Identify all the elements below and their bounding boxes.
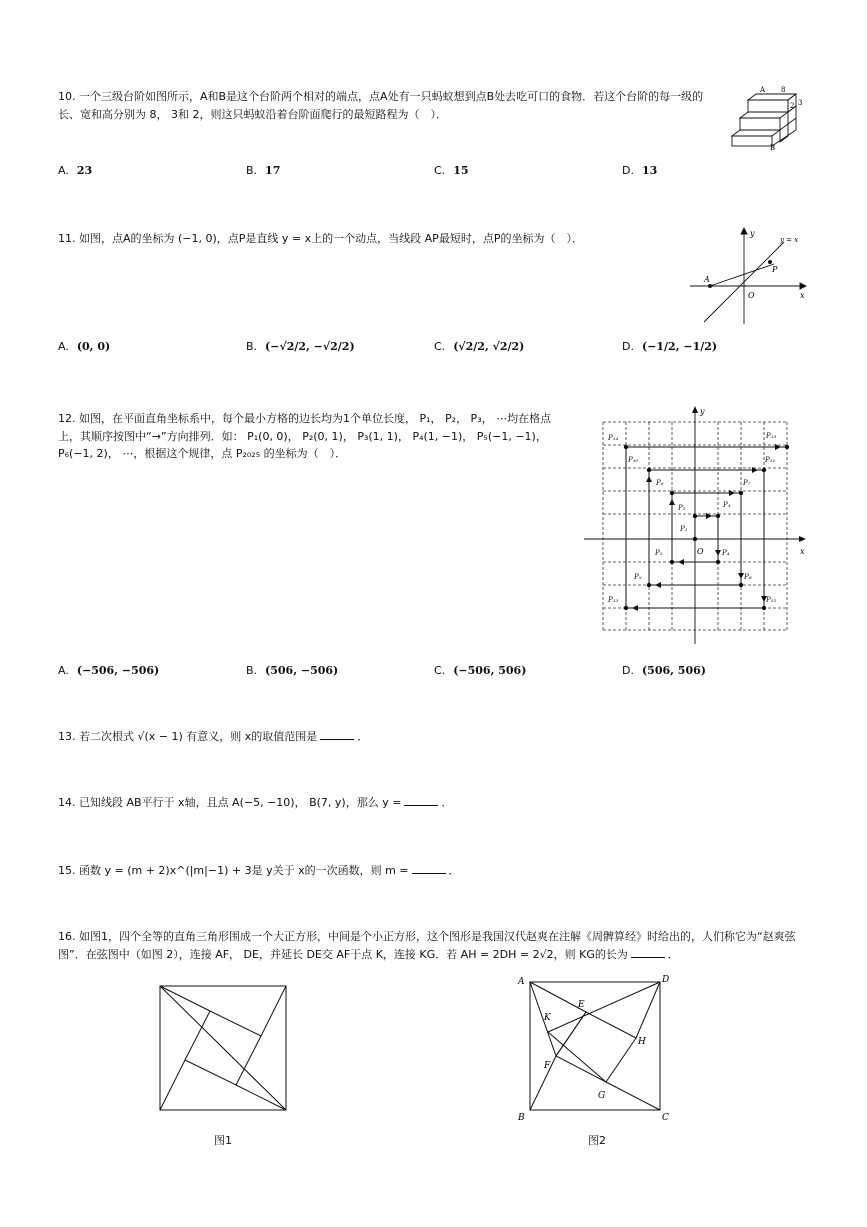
- q16-text: 16. 如图1，四个全等的直角三角形围成一个大正方形，中间是个小正方形，这个图形是我国汉代赵爽在注解《周髀算经》时给出的，人们称它为“赵爽弦图”．在弦图中（如图 2），连接 AF， DE，并延长 DE交 AF于点 K，连接 KG．若 AH = 2DH = 2√2，则 KG的长为: [58, 930, 796, 961]
- q15-text: 15. 函数 y = (m + 2)x^(|m|−1) + 3是 y关于 x的一次函数，则 m =: [58, 864, 409, 877]
- svg-text:P₃: P₃: [723, 501, 731, 509]
- q11-axis-x: x: [800, 291, 805, 300]
- q12-option-d[interactable]: D. (506, 506): [622, 664, 706, 677]
- svg-text:P₁₁: P₁₁: [765, 456, 776, 464]
- q10-label-a: A: [760, 86, 766, 94]
- q11-label-p: P: [772, 265, 778, 274]
- q16-label-e: E: [578, 1000, 585, 1010]
- q14-text: 14. 已知线段 AB平行于 x轴，且点 A(−5, −10)， B(7, y)，那么 y =: [58, 796, 402, 809]
- q10-text: 10. 一个三级台阶如图所示，A和B是这个台阶两个相对的端点，点A处有一只蚂蚁想到点B处去吃可口的食物．若这个台阶的每一级的长、宽和高分别为 8， 3和 2，则这只蚂蚁沿着台阶面爬行的最短路程为（ ）．: [58, 90, 704, 121]
- q12-text: 12. 如图，在平面直角坐标系中，每个最小方格的边长均为1个单位长度， P₁， P₂， P₃， ⋯均在格点上，其顺序按图中“→”方向排列．如： P₁(0, 0)， P₂(0, 1)， P₃(1, 1)， P₄(1, −1)， P₅(−1, −1)， P₆(−1, 2)， ⋯，根据这个规律，点 P₂₀₂₅ 的坐标为（ ）．: [58, 412, 552, 461]
- q11-text: 11. 如图，点A的坐标为 (−1, 0)，点P是直线 y = x上的一个动点，当线段 AP最短时，点P的坐标为（ ）．: [58, 232, 583, 245]
- q16-label-h: H: [638, 1037, 646, 1047]
- q16-label-f: F: [544, 1061, 551, 1071]
- q16-label-g: G: [598, 1091, 606, 1101]
- q10-option-d[interactable]: D. 13: [622, 164, 658, 177]
- q11-option-c[interactable]: C. (√2/2, √2/2): [434, 340, 525, 353]
- svg-text:P₁: P₁: [680, 525, 688, 533]
- q14-answer-blank[interactable]: [404, 795, 438, 806]
- q11-axis-y: y: [750, 229, 755, 238]
- svg-text:P₅: P₅: [655, 549, 663, 557]
- svg-text:P₄: P₄: [722, 549, 730, 557]
- q11-option-d[interactable]: D. (−1/2, −1/2): [622, 340, 718, 353]
- q13-answer-blank[interactable]: [320, 729, 354, 740]
- q16-label-b: B: [518, 1113, 525, 1123]
- q15: 15. 函数 y = (m + 2)x^(|m|−1) + 3是 y关于 x的一次函数，则 m = ．: [58, 864, 460, 877]
- svg-text:P₉: P₉: [634, 573, 642, 581]
- q16-answer-blank[interactable]: [631, 947, 665, 958]
- svg-text:P₇: P₇: [743, 479, 751, 487]
- q11-option-a[interactable]: A. (0, 0): [58, 340, 111, 353]
- q16-label-c: C: [662, 1113, 669, 1123]
- svg-text:P₁₅: P₁₅: [766, 432, 777, 440]
- svg-text:P₆: P₆: [656, 479, 664, 487]
- q10-stair-figure: [726, 84, 812, 150]
- q16-label-k: K: [544, 1013, 551, 1023]
- svg-text:P₁₄: P₁₄: [608, 434, 619, 442]
- q16-figure2-caption: 图2: [588, 1134, 606, 1147]
- q11-option-b[interactable]: B. (−√2/2, −√2/2): [246, 340, 355, 353]
- q16-figure1: [158, 984, 290, 1114]
- q12-option-c[interactable]: C. (−506, 506): [434, 664, 527, 677]
- q16-figure1-caption: 图1: [214, 1134, 232, 1147]
- q10-label-w: 3: [798, 99, 803, 107]
- q16-figure2: [514, 972, 684, 1124]
- q16: 16. 如图1，四个全等的直角三角形围成一个大正方形，中间是个小正方形，这个图形是我国汉代赵爽在注解《周髀算经》时给出的，人们称它为“赵爽弦图”．在弦图中（如图 2），连接 AF， DE，并延长 DE交 AF于点 K，连接 KG．若 AH = 2DH = 2√2，则 KG的长为 ．: [58, 930, 796, 961]
- q10-option-b[interactable]: B. 17: [246, 164, 281, 177]
- q12-option-b[interactable]: B. (506, −506): [246, 664, 339, 677]
- q12-grid-figure: [580, 404, 810, 648]
- q12-origin: O: [697, 547, 704, 556]
- q10-option-a[interactable]: A. 23: [58, 164, 93, 177]
- svg-text:P₂: P₂: [678, 504, 686, 512]
- q13: 13. 若二次根式 √(x − 1) 有意义，则 x的取值范围是 ．: [58, 730, 369, 743]
- q13-text: 13. 若二次根式 √(x − 1) 有意义，则 x的取值范围是: [58, 730, 318, 743]
- q16-label-d: D: [662, 975, 670, 985]
- q11-label-a: A: [704, 275, 710, 284]
- svg-text:P₁₀: P₁₀: [628, 456, 639, 464]
- svg-text:P₁₂: P₁₂: [766, 596, 777, 604]
- q10-label-len: 8: [781, 86, 786, 94]
- q12-option-a[interactable]: A. (−506, −506): [58, 664, 160, 677]
- q12-axis-x: x: [800, 547, 805, 556]
- q10-label-h: 2: [790, 102, 795, 110]
- q15-answer-blank[interactable]: [412, 863, 446, 874]
- q11-line-label: y = x: [780, 236, 799, 244]
- q11-figure: [688, 226, 808, 326]
- q10-option-c[interactable]: C. 15: [434, 164, 469, 177]
- q10-label-b: B: [770, 144, 776, 150]
- q14: 14. 已知线段 AB平行于 x轴，且点 A(−5, −10)， B(7, y)，那么 y = ．: [58, 796, 453, 809]
- svg-text:P₈: P₈: [744, 573, 752, 581]
- q11-label-o: O: [748, 291, 755, 300]
- q12-axis-y: y: [700, 407, 705, 416]
- q16-label-a: A: [518, 977, 525, 987]
- svg-text:P₁₃: P₁₃: [608, 596, 619, 604]
